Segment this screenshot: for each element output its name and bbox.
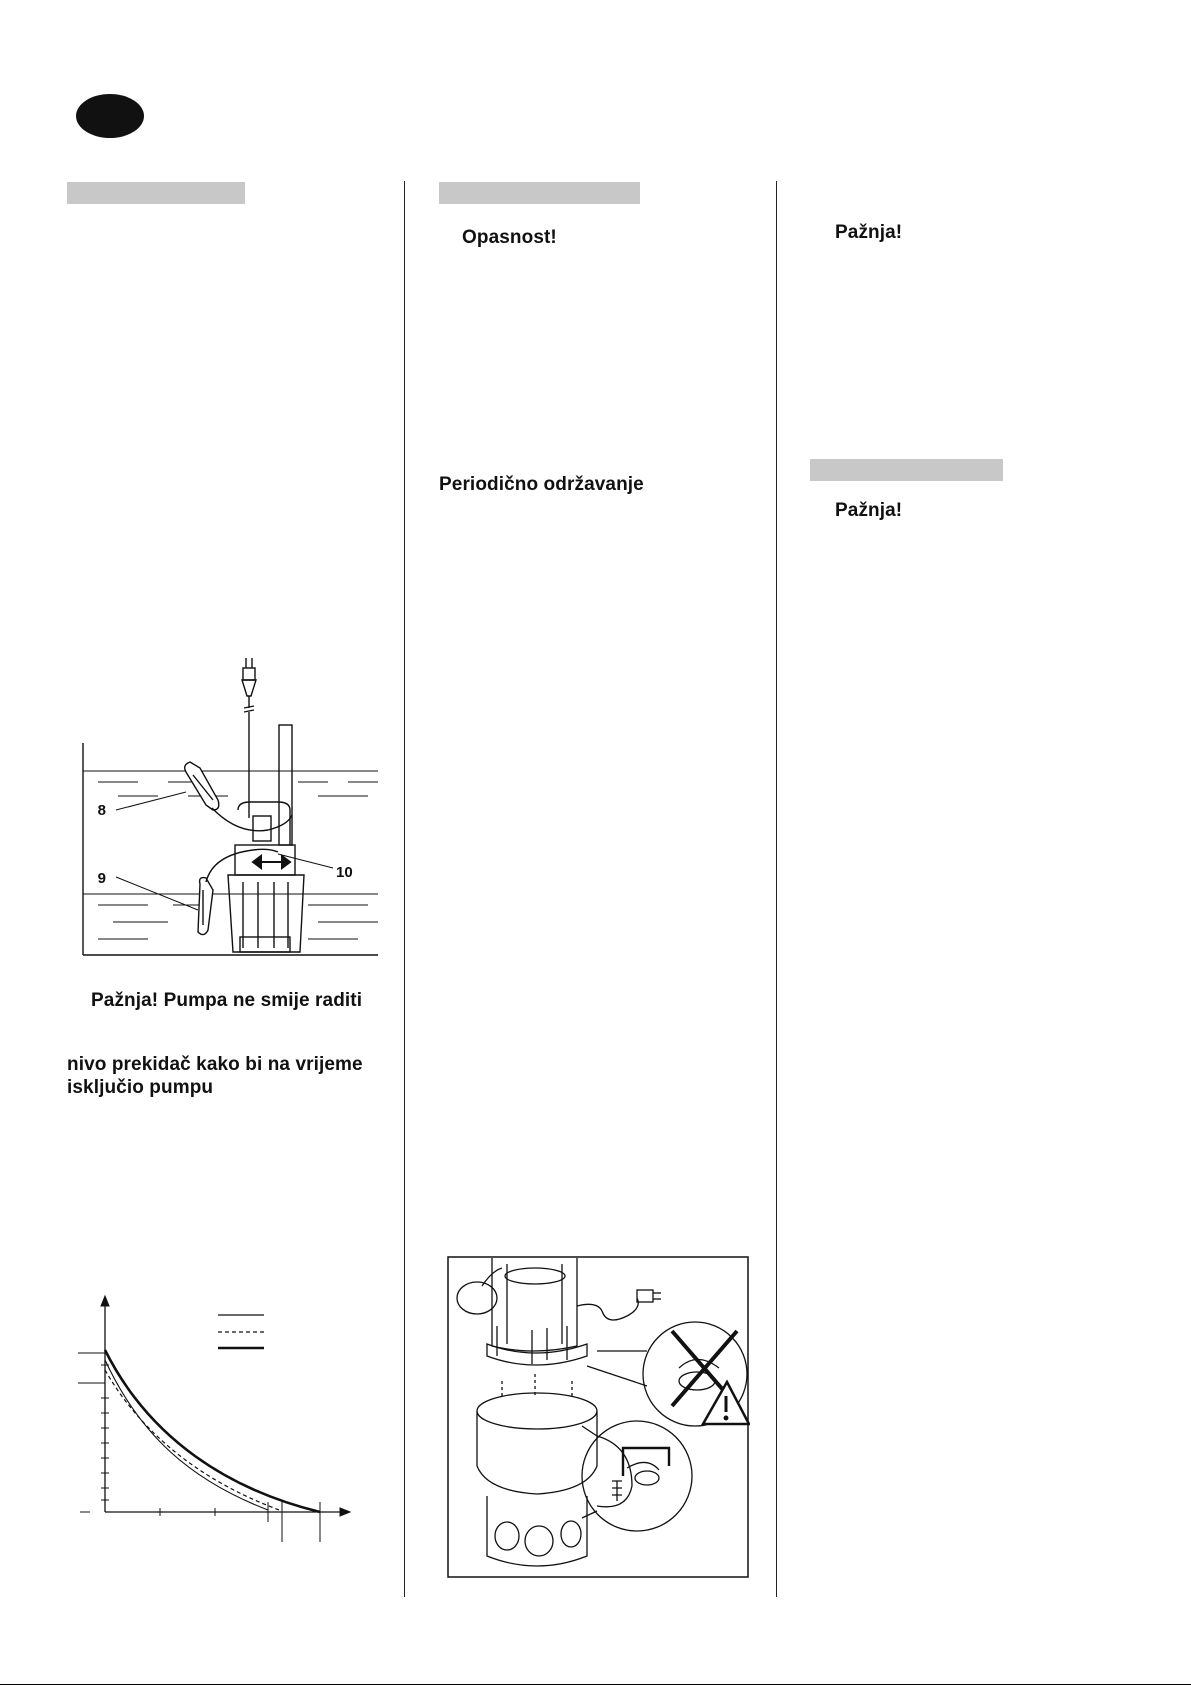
level-switch-text-2: isključio pumpu xyxy=(67,1077,214,1098)
performance-curve-chart xyxy=(70,1290,360,1560)
maintenance-illustration xyxy=(447,1256,750,1579)
caution-label-2: Pažnja! xyxy=(835,500,903,521)
curve-thin xyxy=(105,1360,268,1510)
motor-housing xyxy=(487,1258,587,1365)
float-label-8: 8 xyxy=(97,802,106,819)
float-label-10: 10 xyxy=(336,864,353,881)
water-surface-upper xyxy=(83,771,378,796)
y-axis-arrow-icon xyxy=(101,1296,109,1306)
float-label-9: 9 xyxy=(97,870,106,887)
x-axis-arrow-icon xyxy=(340,1508,350,1516)
plug-icon xyxy=(242,658,256,696)
curve-bold xyxy=(105,1350,320,1512)
float-switch-8 xyxy=(185,762,292,831)
illustration-frame xyxy=(448,1257,748,1577)
detail-circle-bottom xyxy=(582,1421,692,1531)
language-badge xyxy=(76,94,144,138)
column-divider-2 xyxy=(776,181,777,1597)
arrow-10-icon xyxy=(253,856,290,868)
screw-icon xyxy=(612,1481,622,1501)
section-heading-bar-left xyxy=(67,182,245,204)
cable xyxy=(577,1298,638,1320)
float-switch-figure xyxy=(78,650,383,960)
section-heading-bar-right xyxy=(810,459,1003,481)
column-divider-1 xyxy=(404,181,405,1597)
warning-triangle-icon xyxy=(703,1382,749,1424)
plug-icon xyxy=(637,1290,653,1302)
danger-label: Opasnost! xyxy=(462,227,557,248)
caution-label-1: Pažnja! xyxy=(835,222,903,243)
float-ball xyxy=(457,1282,497,1314)
pump-volute xyxy=(477,1393,632,1566)
warning-text: Pažnja! Pumpa ne smije raditi xyxy=(91,990,363,1011)
maintenance-heading: Periodično održavanje xyxy=(439,474,644,495)
x-ticks xyxy=(160,1502,320,1542)
section-heading-bar-middle xyxy=(439,182,640,204)
level-switch-text-1: nivo prekidač kako bi na vrijeme xyxy=(67,1054,363,1075)
